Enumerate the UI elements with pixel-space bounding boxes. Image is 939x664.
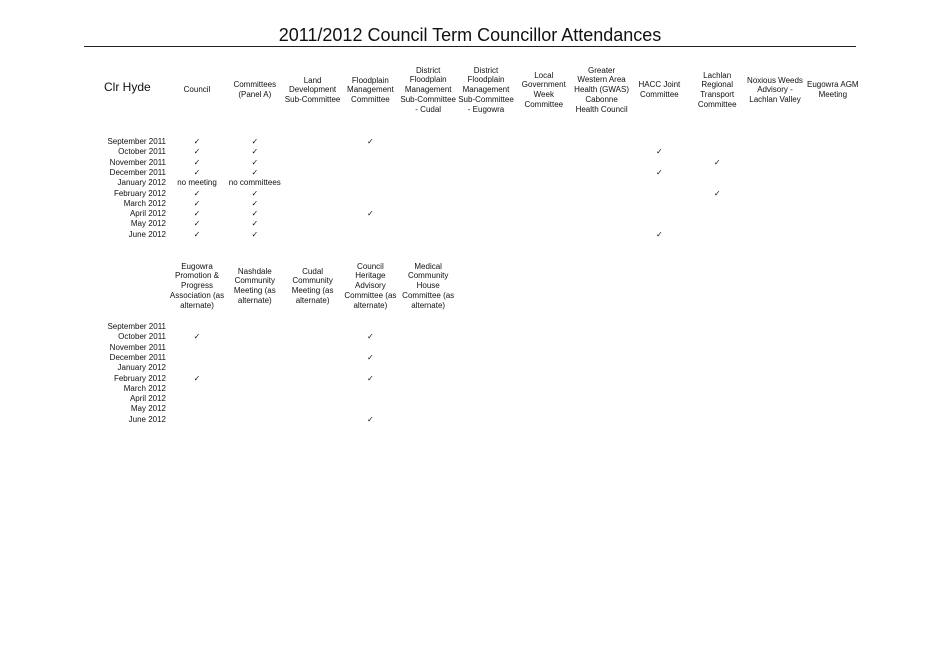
attendance-check: ✓: [193, 332, 201, 342]
attendance-note: no meeting: [177, 178, 217, 188]
attendance-check: ✓: [193, 373, 201, 383]
month-label: February 2012: [113, 188, 166, 198]
attendance-check: ✓: [367, 209, 374, 219]
councillor-name: Clr Hyde: [104, 80, 151, 94]
month-label: September 2011: [107, 322, 166, 331]
month-label: February 2012: [113, 373, 166, 383]
attendance-check: ✓: [251, 137, 259, 146]
attendance-check: ✓: [251, 219, 259, 229]
attendance-check: ✓: [193, 198, 201, 208]
month-label: January 2012: [117, 178, 166, 188]
attendance-check: ✓: [367, 373, 374, 383]
attendance-check: ✓: [193, 229, 201, 239]
month-label: December 2011: [109, 167, 166, 177]
month-label: January 2012: [117, 363, 166, 373]
attendance-check: ✓: [193, 137, 201, 146]
month-label: December 2011: [109, 352, 166, 362]
attendance-check: ✓: [193, 188, 201, 198]
column-header: Land Development Sub-Committee: [284, 75, 341, 105]
attendance-check: ✓: [193, 209, 201, 219]
column-header: Eugowra AGM Meeting: [807, 80, 859, 99]
column-header: Cudal Community Meeting (as alternate): [291, 266, 334, 305]
month-label: November 2011: [109, 342, 166, 352]
attendance-check: ✓: [367, 137, 374, 146]
column-header: District Floodplain Management Sub-Committee - Eugowra: [458, 65, 514, 114]
column-header: Medical Community House Committee (as alternate): [402, 261, 455, 310]
column-header: Lachlan Regional Transport Committee: [697, 70, 737, 109]
column-header: District Floodplain Management Sub-Committee - Cudal: [400, 65, 456, 114]
month-label: May 2012: [130, 219, 166, 229]
month-label: September 2011: [107, 137, 166, 146]
month-label: May 2012: [130, 404, 166, 414]
month-label: April 2012: [129, 394, 166, 404]
column-header: Greater Western Area Health (GWAS) Cabonne Health Council: [574, 65, 629, 114]
attendance-check: ✓: [251, 188, 259, 198]
month-label: June 2012: [128, 414, 166, 424]
attendance-check: ✓: [251, 167, 259, 177]
attendance-check: ✓: [656, 147, 663, 157]
column-header: Noxious Weeds Advisory - Lachlan Valley: [747, 75, 803, 105]
attendance-check: ✓: [193, 167, 201, 177]
page-title: 2011/2012 Council Term Councillor Attendances: [278, 25, 662, 45]
attendance-check: ✓: [251, 147, 259, 157]
month-label: March 2012: [123, 198, 166, 208]
attendance-check: ✓: [367, 414, 374, 424]
attendance-check: ✓: [193, 147, 201, 157]
attendance-check: ✓: [367, 352, 374, 362]
attendance-check: ✓: [251, 198, 259, 208]
column-header: HACC Joint Committee: [638, 80, 681, 99]
attendance-check: ✓: [193, 157, 201, 167]
month-label: June 2012: [128, 229, 166, 239]
month-label: November 2011: [109, 157, 166, 167]
month-label: October 2011: [118, 332, 166, 342]
column-header: Floodplain Management Committee: [347, 75, 394, 105]
attendance-check: ✓: [251, 229, 259, 239]
column-header: Local Government Week Committee: [521, 70, 566, 109]
column-header: Eugowra Promotion & Progress Association (as alternate): [169, 261, 225, 310]
attendance-check: ✓: [367, 332, 374, 342]
month-label: April 2012: [129, 209, 166, 219]
column-header: Committees (Panel A): [233, 80, 277, 99]
month-label: October 2011: [118, 147, 166, 157]
month-label: March 2012: [123, 383, 166, 393]
column-header: Council: [183, 85, 211, 94]
attendance-check: ✓: [193, 219, 201, 229]
attendance-check: ✓: [713, 188, 721, 198]
attendance-check: ✓: [251, 157, 259, 167]
title-divider: [84, 46, 856, 47]
attendance-check: ✓: [251, 209, 259, 219]
column-header: Nashdale Community Meeting (as alternate): [233, 266, 276, 305]
attendance-check: ✓: [713, 157, 721, 167]
attendance-check: ✓: [656, 167, 663, 177]
attendance-note: no committees: [228, 178, 281, 188]
column-header: Council Heritage Advisory Committee (as alternate): [344, 261, 397, 310]
attendance-check: ✓: [656, 229, 663, 239]
